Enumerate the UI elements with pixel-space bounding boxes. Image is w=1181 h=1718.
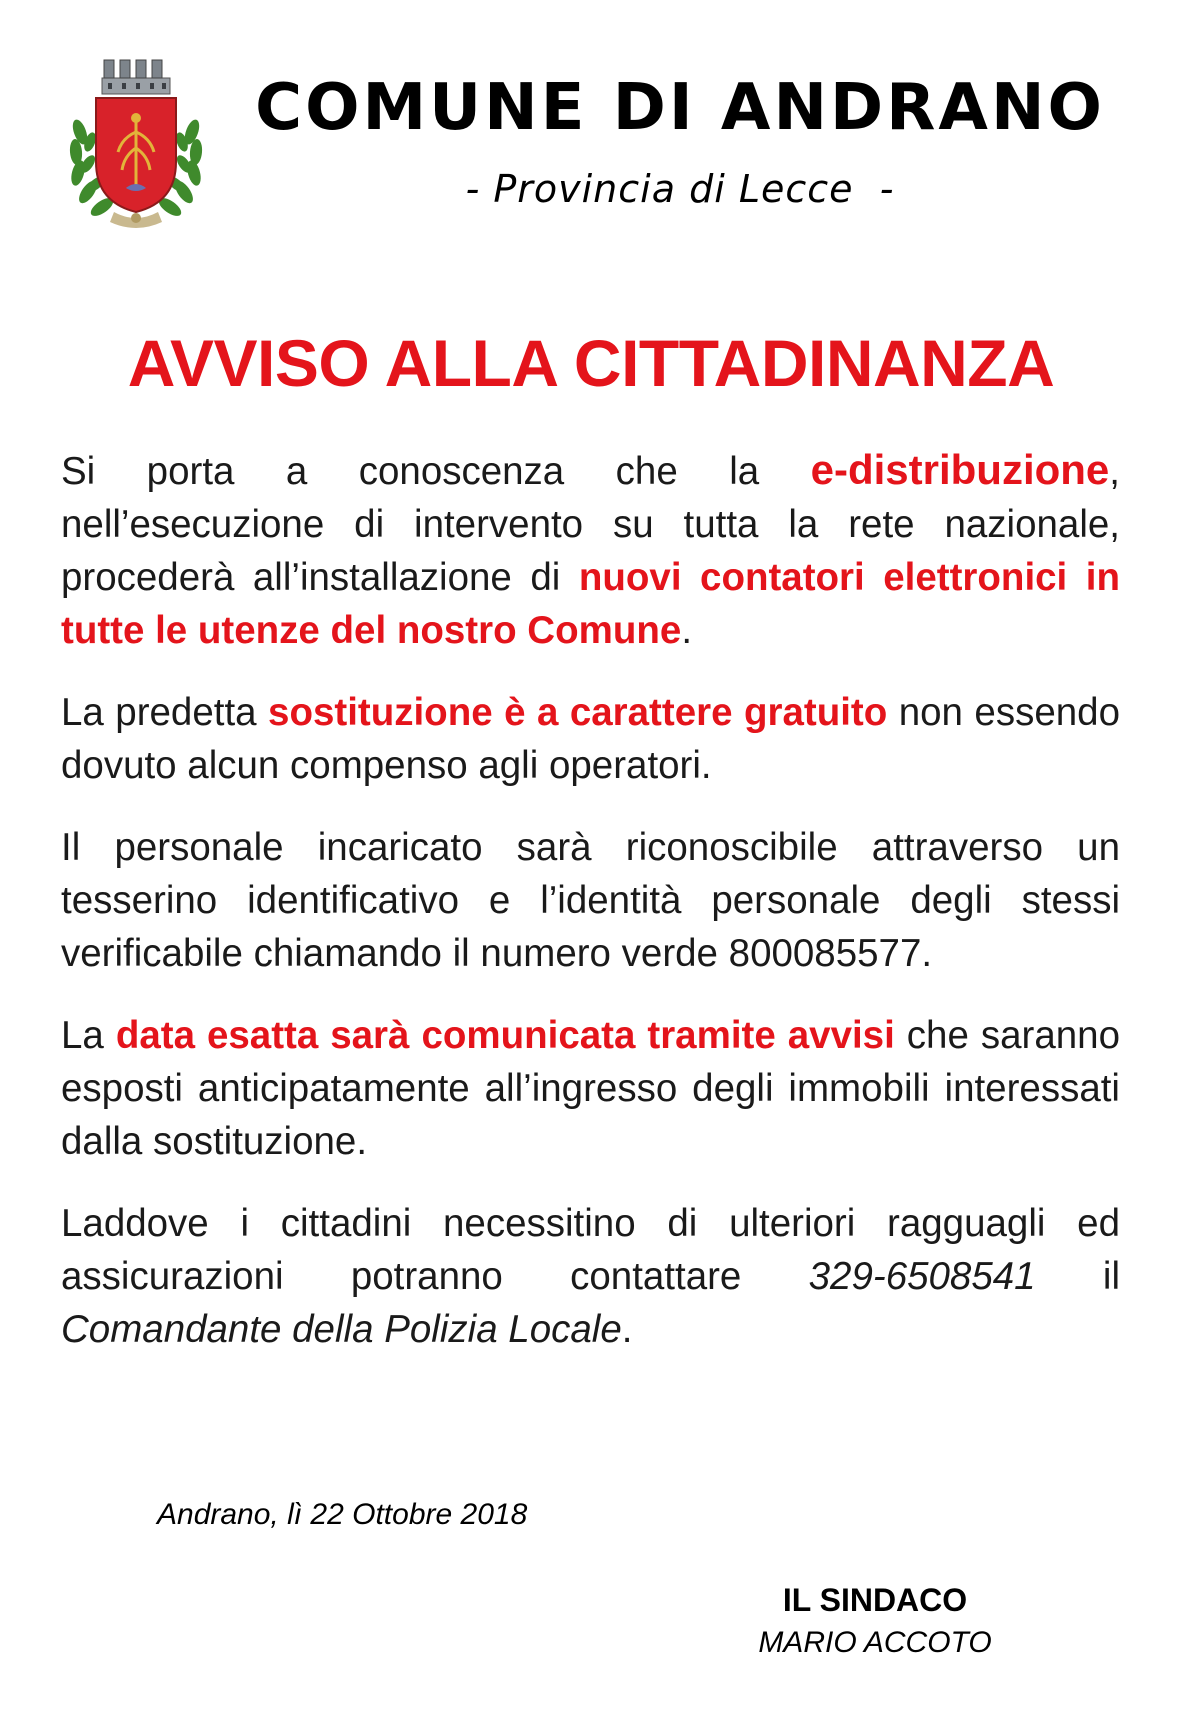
paragraph-contact: [61, 1197, 1120, 1356]
highlight-free-replacement: sostituzione è a carattere gratuito: [268, 691, 888, 734]
notice-body: [61, 443, 1120, 1385]
text-span: .: [621, 1308, 633, 1351]
paragraph-personnel: [61, 821, 1120, 980]
text-span: Si porta a conoscenza che la: [61, 450, 811, 493]
text-span: non essendo dovuto alcun compenso agli operatori.: [61, 691, 1120, 787]
highlight-new-meters: nuovi contatori elettronici in tutte le utenze del nostro Comune: [61, 556, 1120, 652]
text-span: il: [1035, 1255, 1120, 1298]
contact-phone: 329-6508541: [808, 1255, 1036, 1298]
text-span: La: [61, 1014, 116, 1057]
text-span: .: [681, 609, 693, 652]
contact-role: Comandante della Polizia Locale: [61, 1308, 622, 1351]
text-span: La predetta: [61, 691, 269, 734]
paragraph-date-notice: [61, 1009, 1120, 1168]
highlight-date-communication: data esatta sarà comunicata tramite avvisi: [115, 1014, 895, 1057]
text-span: Il personale incaricato sarà riconoscibile attraverso un tesserino identificativo e l’identità personale degli stessi verificabile chiamando il numero verde 800085577.: [61, 826, 1120, 975]
text-span: che saranno esposti anticipatamente all’ingresso degli immobili interessati dalla sostituzione.: [61, 1014, 1120, 1163]
signature-title: IL SINDACO: [782, 1582, 968, 1618]
signature-name: MARIO ACCOTO: [758, 1626, 992, 1659]
notice-headline: AVVISO ALLA CITTADINANZA: [127, 326, 1055, 400]
paragraph-free-of-charge: [61, 686, 1120, 792]
municipality-title: COMUNE DI ANDRANO: [255, 71, 1105, 145]
paragraph-intro: [61, 443, 1120, 657]
andrano-coat-of-arms-icon: [66, 52, 206, 232]
province-subtitle: - Provincia di Lecce -: [465, 167, 895, 211]
text-span: Laddove i cittadini necessitino di ulteriori ragguagli ed assicurazioni potranno contattare: [61, 1202, 1120, 1298]
text-span: , nell’esecuzione di intervento su tutta la rete nazionale, procederà all’installazione di: [61, 450, 1120, 599]
notice-date: Andrano, lì 22 Ottobre 2018: [157, 1498, 528, 1531]
company-name: e-distribuzione: [810, 446, 1110, 493]
